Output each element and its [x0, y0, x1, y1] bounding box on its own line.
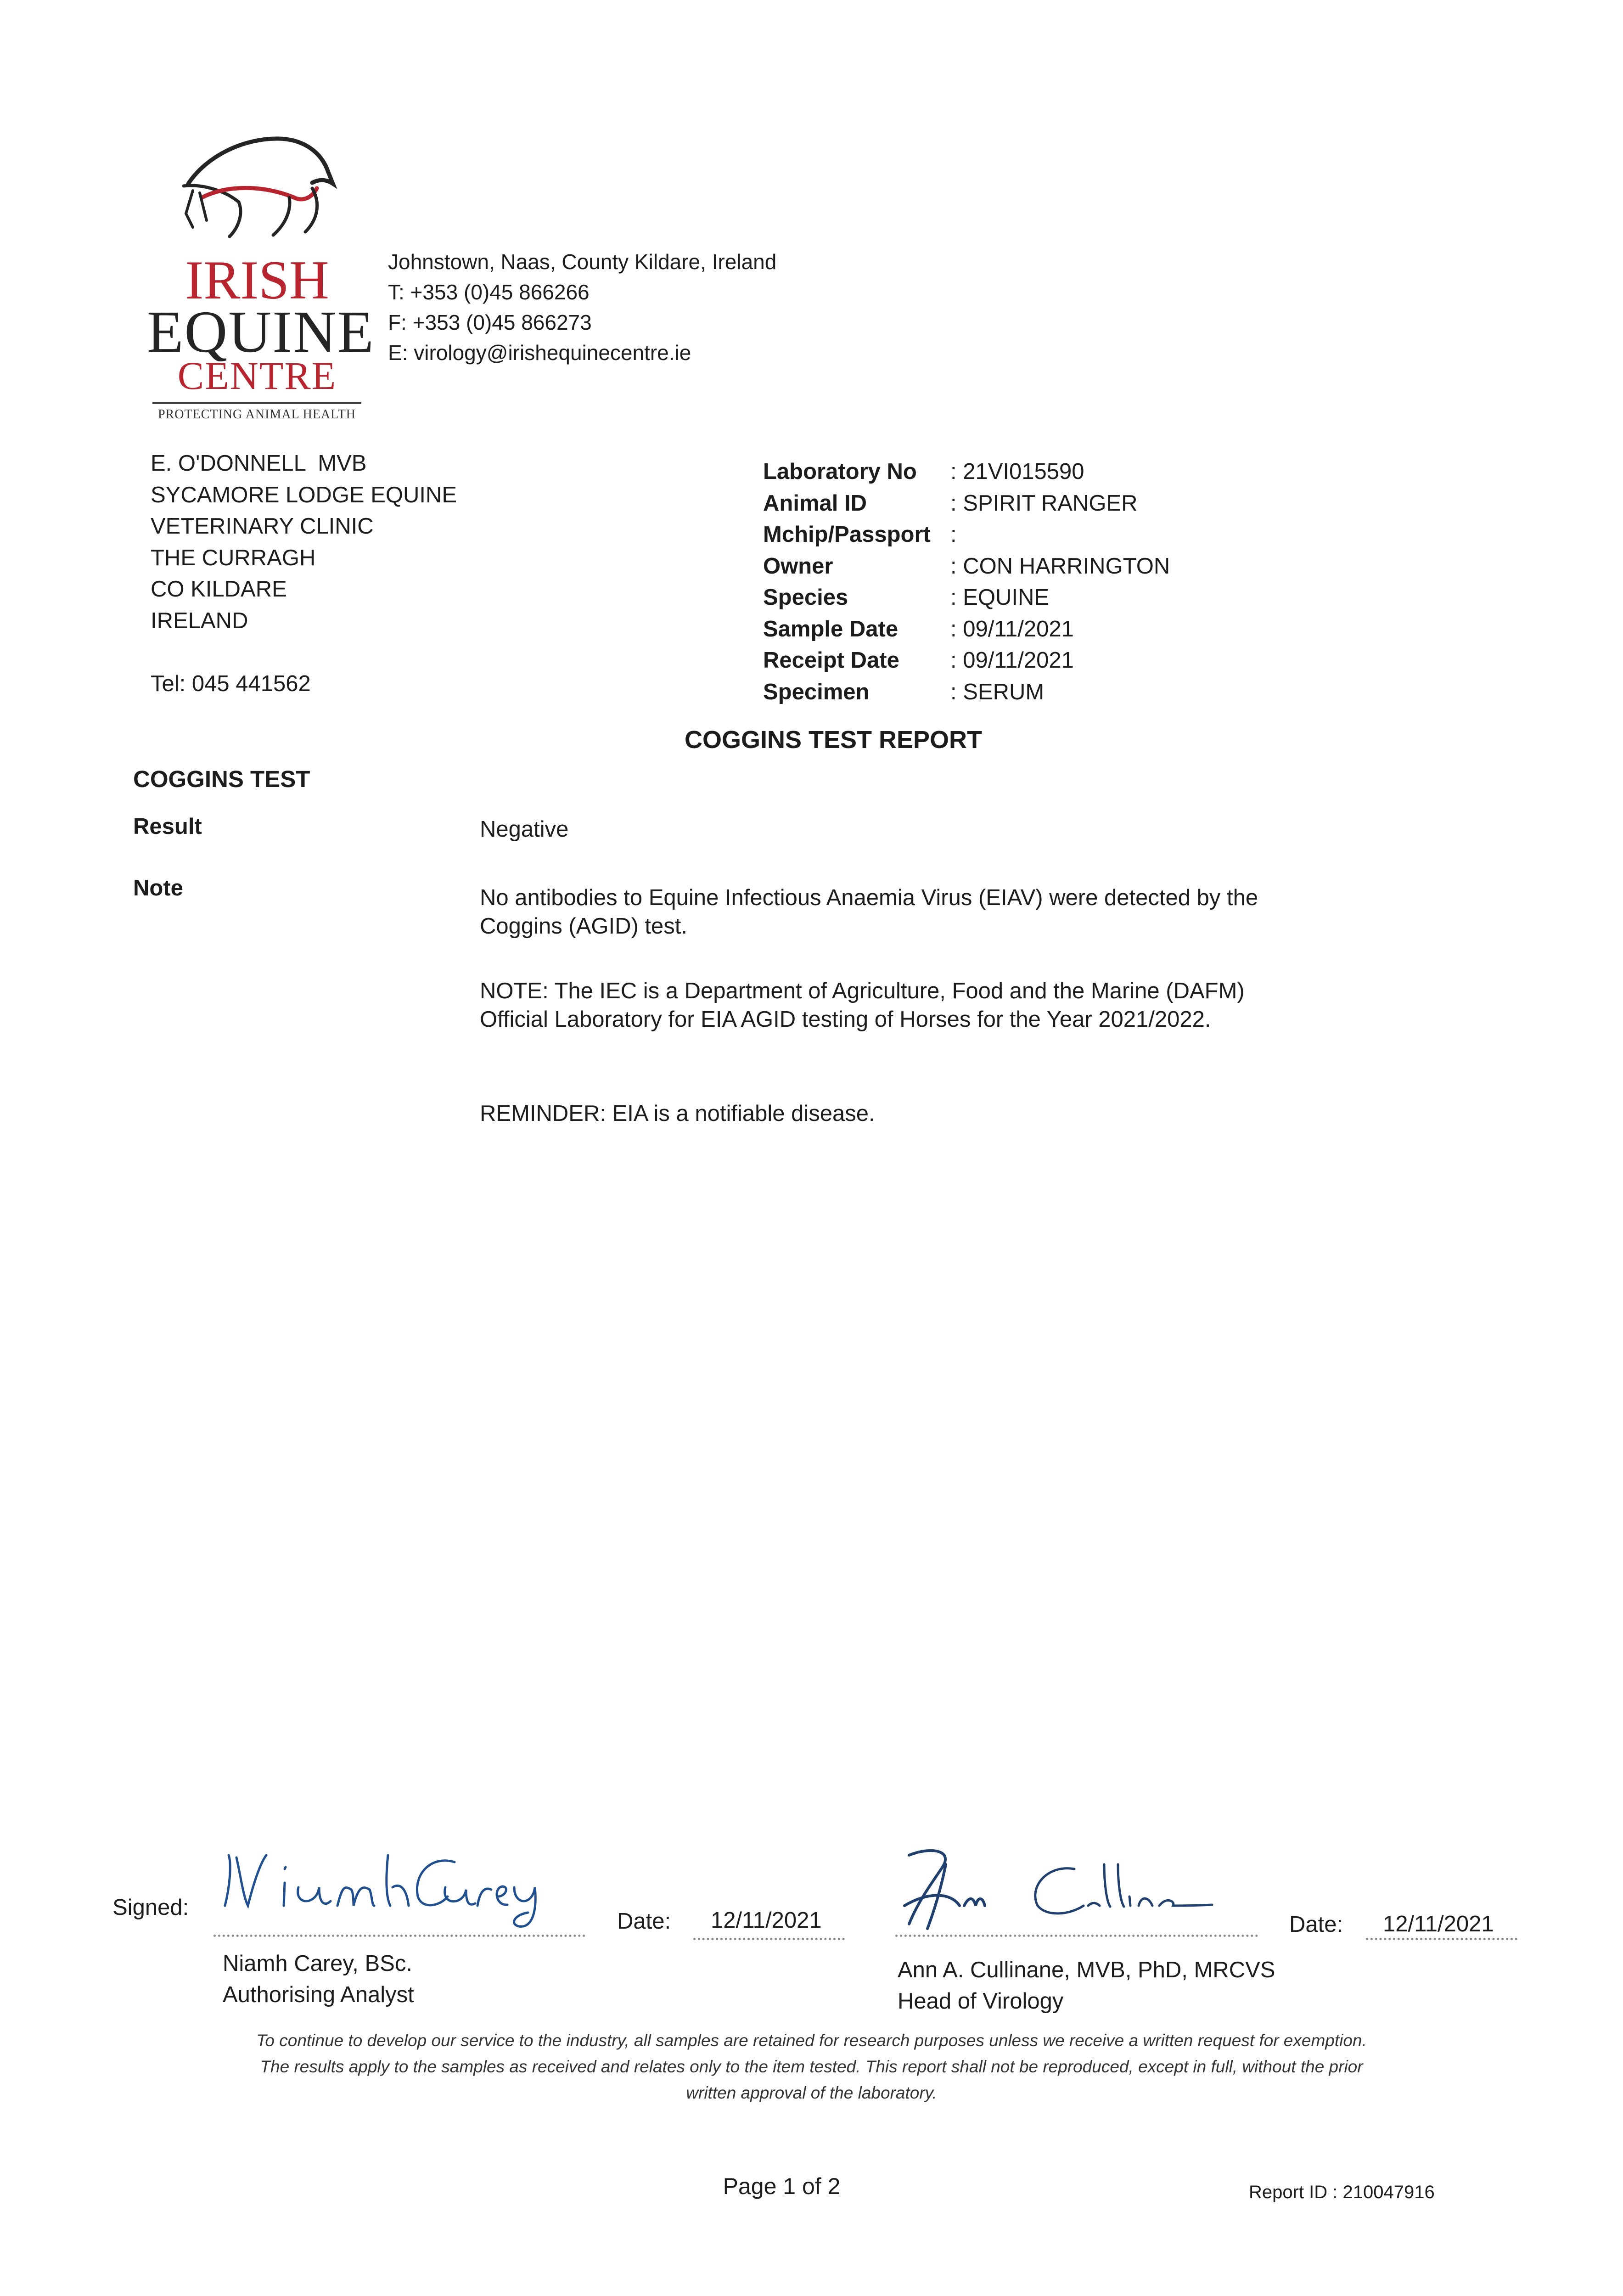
lab-number-value: : 21VI015590	[950, 459, 1084, 484]
signer2-date: 12/11/2021	[1383, 1912, 1494, 1936]
test-heading: COGGINS TEST	[133, 766, 310, 792]
sample-date-label: Sample Date	[763, 616, 899, 642]
date-line	[693, 1938, 845, 1940]
lab-contact-block	[388, 247, 776, 368]
species-label: Species	[763, 585, 848, 610]
signer1-block	[223, 1948, 414, 2010]
species-value: : EQUINE	[950, 585, 1050, 610]
signature-niamh-carey	[216, 1837, 546, 1929]
signed-label: Signed:	[112, 1895, 189, 1920]
sample-date-value: : 09/11/2021	[950, 616, 1074, 642]
animal-id-value: : SPIRIT RANGER	[950, 490, 1138, 516]
note-paragraph: NOTE: The IEC is a Department of Agriculture, Food and the Marine (DAFM) Official Laboratory for EIA AGID testing of Horses for the Year 2021/2022.	[480, 979, 1245, 1032]
lab-phone: T: +353 (0)45 866266	[388, 280, 590, 304]
irish-equine-centre-logo	[147, 129, 375, 422]
logo-wordmark-centre: CENTRE	[177, 354, 337, 398]
lab-number-label: Laboratory No	[763, 459, 917, 484]
recipient-line: IRELAND	[151, 608, 248, 633]
date-label: Date:	[1289, 1912, 1343, 1937]
signature-line	[213, 1935, 585, 1937]
mchip-passport-value: :	[950, 522, 957, 547]
specimen-label: Specimen	[763, 679, 870, 704]
lab-fax: F: +353 (0)45 866273	[388, 310, 592, 334]
signer2-name: Ann A. Cullinane, MVB, PhD, MRCVS	[898, 1958, 1275, 1982]
disclaimer-line: The results apply to the samples as received and relates only to the item tested. This report shall not be reproduced, except in full, without the prior	[260, 2057, 1363, 2076]
report-title: COGGINS TEST REPORT	[684, 726, 983, 754]
recipient-tel: Tel: 045 441562	[151, 671, 311, 696]
signer2-block	[898, 1954, 1275, 2017]
owner-value: : CON HARRINGTON	[950, 553, 1170, 579]
recipient-line: THE CURRAGH	[151, 545, 316, 570]
note-paragraph: No antibodies to Equine Infectious Anaemia Virus (EIAV) were detected by the Coggins (AGID) test.	[480, 885, 1258, 939]
signer1-name: Niamh Carey, BSc.	[223, 1951, 412, 1976]
recipient-line: CO KILDARE	[151, 577, 287, 602]
report-id: Report ID : 210047916	[1249, 2182, 1435, 2202]
lab-email[interactable]: E: virology@irishequinecentre.ie	[388, 341, 691, 365]
note-paragraph: REMINDER: EIA is a notifiable disease.	[480, 1101, 875, 1126]
signer2-role: Head of Virology	[898, 1989, 1064, 2014]
disclaimer-line: To continue to develop our service to the industry, all samples are retained for research purposes unless we receive a written request for exemption.	[256, 2031, 1367, 2050]
logo-divider	[152, 402, 361, 404]
lab-address: Johnstown, Naas, County Kildare, Ireland	[388, 250, 777, 274]
receipt-date-label: Receipt Date	[763, 648, 899, 673]
signer1-role: Authorising Analyst	[223, 1982, 414, 2007]
horse-icon	[174, 129, 340, 248]
date-line	[1366, 1938, 1517, 1940]
recipient-line: E. O'DONNELL MVB	[151, 451, 367, 476]
owner-label: Owner	[763, 553, 833, 579]
recipient-address	[151, 448, 457, 636]
specimen-value: : SERUM	[950, 679, 1045, 704]
signature-line	[895, 1935, 1258, 1937]
result-label: Result	[133, 814, 202, 839]
mchip-passport-label: Mchip/Passport	[763, 522, 931, 547]
animal-id-label: Animal ID	[763, 490, 867, 516]
signer1-date: 12/11/2021	[711, 1908, 822, 1933]
receipt-date-value: : 09/11/2021	[950, 648, 1074, 673]
result-value: Negative	[480, 817, 569, 842]
recipient-line: VETERINARY CLINIC	[151, 514, 374, 539]
note-label: Note	[133, 876, 183, 900]
disclaimer	[0, 2027, 1623, 2106]
logo-wordmark-irish: IRISH	[185, 249, 329, 310]
disclaimer-line: written approval of the laboratory.	[686, 2083, 937, 2102]
logo-tagline: PROTECTING ANIMAL HEALTH	[157, 407, 356, 422]
logo-wordmark-equine: EQUINE	[147, 299, 375, 365]
date-label: Date:	[617, 1909, 671, 1934]
page-number: Page 1 of 2	[723, 2173, 841, 2199]
signature-ann-cullinane	[891, 1837, 1249, 1933]
recipient-line: SYCAMORE LODGE EQUINE	[151, 482, 457, 507]
